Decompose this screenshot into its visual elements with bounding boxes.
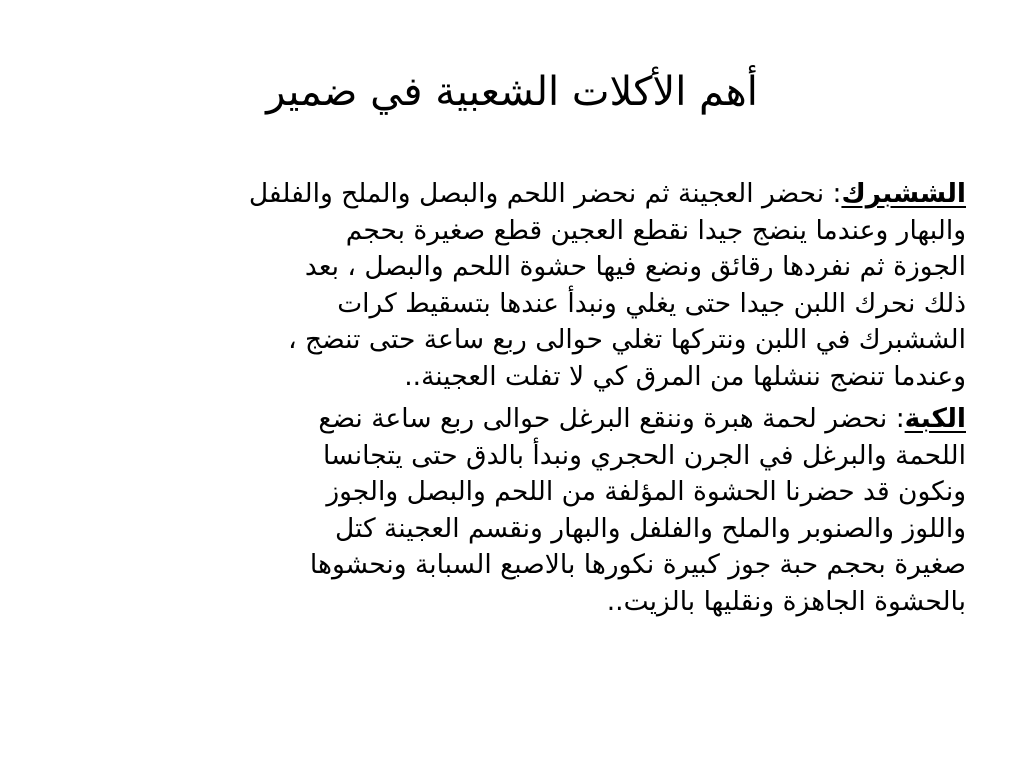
paragraph-kibbeh: [96, 401, 966, 620]
dish-name-shishbarak: الششبرك: [841, 178, 966, 209]
slide-title: أهم الأكلات الشعبية في ضمير: [266, 69, 758, 115]
paragraph-shishbarak: [96, 176, 966, 395]
paragraph-line: الششبرك في اللبن ونتركها تغلي حوالى ربع ساعة حتى تنضج ،: [288, 324, 966, 355]
paragraph-first-line: [96, 176, 966, 213]
paragraph-lead-text: : نحضر العجينة ثم نحضر اللحم والبصل والملح والفلفل: [248, 178, 842, 209]
slide-body: [96, 176, 966, 620]
paragraph-line: والبهار وعندما ينضج جيدا نقطع العجين قطع صغيرة بحجم: [345, 214, 966, 246]
paragraph-line: ذلك نحرك اللبن جيدا حتى يغلي ونبدأ عندها بتسقيط كرات: [337, 287, 966, 319]
paragraph-line: وعندما تنضج ننشلها من المرق كي لا تفلت العجينة..: [404, 360, 966, 392]
paragraph-line: ونكون قد حضرنا الحشوة المؤلفة من اللحم والبصل والجوز: [326, 476, 966, 507]
dish-name-kibbeh: الكبة: [904, 403, 966, 434]
paragraph-first-line: [96, 401, 966, 438]
paragraph-line: بالحشوة الجاهزة ونقليها بالزيت..: [606, 585, 966, 617]
paragraph-line: اللحمة والبرغل في الجرن الحجري ونبدأ بالدق حتى يتجانسا: [323, 439, 966, 471]
paragraph-line: صغيرة بحجم حبة جوز كبيرة نكورها بالاصبع السبابة ونحشوها: [309, 549, 966, 580]
paragraph-line: الجوزة ثم نفردها رقائق ونضع فيها حشوة اللحم والبصل ، بعد: [304, 251, 966, 282]
paragraph-line: واللوز والصنوبر والملح والفلفل والبهار ونقسم العجينة كتل: [334, 512, 966, 544]
paragraph-lead-text: : نحضر لحمة هبرة وننقع البرغل حوالى ربع ساعة نضع: [318, 403, 905, 434]
